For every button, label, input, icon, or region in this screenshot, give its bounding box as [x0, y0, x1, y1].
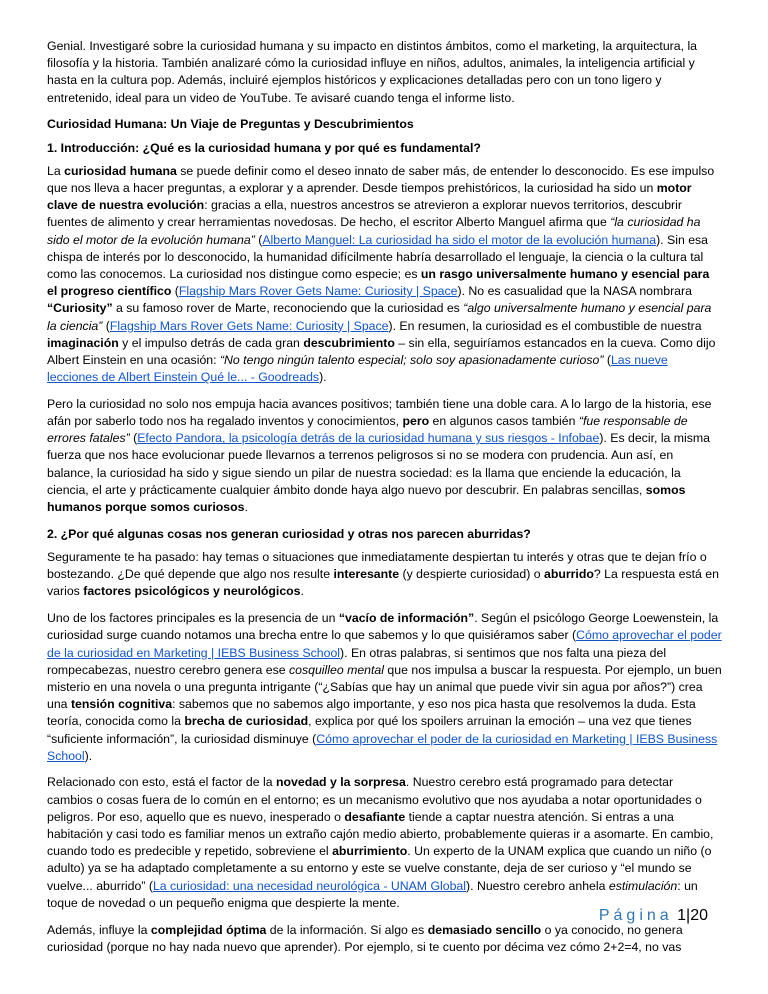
text-run: Seguramente te ha pasado: hay temas o situaciones que inmediatamente despiertan tu interés y otras que te dejan frío o bostezando. ¿De qué depende que algo nos resulte [47, 549, 707, 582]
text-run: : gracias a ella, nuestros ancestros se atrevieron a explorar nuevos territorios, descubrir fuentes de alimento y crear herramientas novedosas. De hecho, el escritor Alberto Manguel afirma que [47, 198, 682, 230]
page-number: 1 [677, 907, 687, 924]
bold-text: aburrimiento [332, 844, 408, 859]
section-1-paragraph-1 [47, 163, 722, 387]
text-run: en algunos casos también [429, 414, 579, 429]
text-run: ( [254, 232, 263, 247]
text-run: La [47, 163, 65, 178]
bold-text: pero [402, 414, 430, 429]
text-run: ( [102, 318, 110, 333]
text-run: : sabemos que no sabemos algo importante, y eso nos pica hasta que resolvemos la duda. Esta teoría, conocida como la [47, 697, 696, 729]
text-run: ). [84, 748, 93, 763]
bold-text: factores psicológicos y neurológicos [83, 584, 301, 599]
text-run: . [244, 500, 248, 515]
section-2-paragraph-1 [47, 549, 722, 601]
bold-text: “vacío de información” [338, 611, 475, 626]
italic-quote: cosquilleo mental [288, 662, 384, 677]
citation-link[interactable]: Flagship Mars Rover Gets Name: Curiosity | Space [178, 284, 458, 299]
text-run: Relacionado con esto, está el factor de la [47, 775, 276, 790]
document-title: Curiosidad Humana: Un Viaje de Preguntas y Descubrimientos [47, 117, 414, 132]
citation-link[interactable]: Las nueve lecciones de Albert Einstein Qué le... - Goodreads [47, 352, 668, 385]
text-run: Además, influye la [47, 922, 151, 937]
bold-text: brecha de curiosidad [184, 714, 309, 729]
text-run: ). Es decir, la misma fuerza que nos hace evolucionar puede llevarnos a terrenos peligrosos si no se modera con prudencia. Aun así, en balance, la curiosidad ha sido y sigue siendo un pilar de nuestra sociedad: es la llama que enciende la educación, la ciencia, el arte y prácticamente cualquier ámbito donde haya algo nuevo por descubrir. En palabras sencillas, [47, 431, 711, 497]
italic-quote: “fue responsable de errores fatales” [47, 414, 688, 446]
intro-paragraph: Genial. Investigaré sobre la curiosidad humana y su impacto en distintos ámbitos, como el marketing, la arquitectura, la filosofía y la historia. También analizaré cómo la curiosidad influye en niños, adultos, animales, la inteligencia artificial y hasta en la cultura pop. Además, incluiré ejemplos históricos y explicaciones detalladas pero con un tono ligero y entretenido, ideal para un video de YouTube. Te avisaré cuando tenga el informe listo. [47, 39, 698, 105]
bold-text: motor clave de nuestra evolución [47, 180, 692, 213]
citation-link[interactable]: La curiosidad: una necesidad neurológica - UNAM Global [152, 878, 467, 893]
bold-text: complejidad óptima [150, 922, 267, 937]
text-run: . Según el psicólogo George Loewenstein, la curiosidad surge cuando notamos una brecha entre lo que sabemos y lo que quisiéramos saber ( [47, 611, 719, 643]
text-run: . Nuestro cerebro está programado para detectar cambios o cosas fuera de lo común en el entorno; es un mecanismo evolutivo que nos ayudaba a notar oportunidades o peligros. Por eso, aquello que es nuevo, inesperado o [47, 775, 702, 824]
italic-quote: “No tengo ningún talento especial; solo soy apasionadamente curioso” [219, 352, 604, 367]
bold-text: novedad y la sorpresa [276, 775, 406, 790]
text-run: ). En resumen, la curiosidad es el combustible de nuestra [388, 318, 702, 333]
text-run: ( [171, 284, 179, 299]
italic-quote: estimulación [608, 878, 678, 893]
text-run: Uno de los factores principales es la presencia de un [47, 611, 339, 626]
text-run: de la información. Si algo es [266, 922, 428, 937]
page-total: 20 [690, 907, 708, 924]
section-2-paragraph-4 [47, 922, 722, 956]
text-run: ). Nuestro cerebro anhela [466, 878, 609, 893]
text-run: . Un experto de la UNAM explica que cuando un niño (o adulto) ya se ha adaptado completamente a su entorno y este se vuelve constante, deja de ser curioso y “el mundo se vuelve... aburrido” ( [47, 844, 712, 893]
bold-text: “Curiosity” [47, 301, 113, 316]
bold-text: somos humanos porque somos curiosos [47, 482, 686, 515]
citation-link[interactable]: Flagship Mars Rover Gets Name: Curiosity | Space [109, 318, 389, 333]
text-run: ( [603, 352, 611, 367]
bold-text: desafiante [344, 809, 406, 824]
text-run: a su famoso rover de Marte, reconociendo que la curiosidad es [112, 301, 464, 316]
text-run: : un toque de novedad o un pequeño enigma que despierte la mente. [47, 878, 698, 910]
bold-text: curiosidad humana [64, 163, 177, 178]
section-1-heading: 1. Introducción: ¿Qué es la curiosidad humana y por qué es fundamental? [47, 140, 481, 155]
text-run: , explica por qué los spoilers arruinan la emoción – una vez que tienes “suficiente información”, la curiosidad disminuye ( [47, 714, 692, 746]
text-run: ( [129, 431, 138, 446]
section-2-heading: 2. ¿Por qué algunas cosas nos generan curiosidad y otras nos parecen aburridas? [47, 526, 531, 541]
text-run: (y despierte curiosidad) o [399, 567, 544, 582]
text-run: – sin ella, seguiríamos estancados en la cueva. Como dijo Albert Einstein en una ocasión: [47, 335, 716, 367]
text-run: ). Sin esa chispa de interés por lo desconocido, la humanidad difícilmente habría desarrollado el lenguaje, la ciencia o la cultura tal como las conocemos. La curiosidad nos distingue como especie; es [47, 232, 709, 281]
text-run: ). En otras palabras, si sentimos que nos falta una pieza del rompecabezas, nuestro cerebro genera ese [47, 645, 667, 677]
page-footer [599, 907, 708, 924]
citation-link[interactable]: Cómo aprovechar el poder de la curiosidad en Marketing | IEBS Business School [47, 731, 718, 763]
text-run: ). No es casualidad que la NASA nombrara [457, 284, 692, 299]
bold-text: interesante [333, 567, 400, 582]
text-run: o ya conocido, no genera curiosidad (porque no hay nada nuevo que aprender). Por ejemplo, si te cuento por décima vez cómo 2+2=4, no vas [47, 922, 683, 954]
section-1-paragraph-2 [47, 396, 722, 516]
page-label: Página [598, 907, 673, 924]
text-run: ). [319, 370, 327, 385]
italic-quote: “algo universalmente humano y esencial para la ciencia” [47, 301, 712, 333]
page-separator: | [686, 907, 691, 924]
bold-text: un rasgo universalmente humano y esencial para el progreso científico [47, 266, 710, 299]
citation-link[interactable]: Cómo aprovechar el poder de la curiosidad en Marketing | IEBS Business School [47, 628, 722, 660]
italic-quote: “la curiosidad ha sido el motor de la evolución humana” [47, 215, 701, 247]
citation-link[interactable]: Alberto Manguel: La curiosidad ha sido el motor de la evolución humana [262, 232, 657, 247]
text-run: y el impulso detrás de cada gran [118, 335, 304, 350]
section-2-paragraph-3 [47, 774, 722, 912]
citation-link[interactable]: Efecto Pandora, la psicología detrás de la curiosidad humana y sus riesgos - Infobae [137, 431, 600, 446]
text-run: ? La respuesta está en varios [47, 567, 719, 599]
section-2-paragraph-2 [47, 610, 722, 765]
text-run: tiende a captar nuestra atención. Si entras a una habitación y casi todo es familiar menos un extraño cajón medio abierto, probablemente quieras ir a asomarte. En cambio, cuando todo es predecible y repetido, sobreviene el [47, 809, 714, 859]
bold-text: imaginación [47, 335, 119, 350]
text-run: . [300, 584, 304, 599]
text-run: que nos impulsa a buscar la respuesta. Por ejemplo, un buen misterio en una novela o una pregunta intrigante (“¿Sabías que hay un animal que puede vivir sin agua por años?”) crea una [47, 662, 722, 712]
text-run: se puede definir como el deseo innato de saber más, de entender lo desconocido. Es ese impulso que nos lleva a hacer preguntas, a explorar y a aprender. Desde tiempos prehistóricos, la curiosidad ha sido un [47, 163, 715, 195]
bold-text: descubrimiento [303, 335, 395, 350]
text-run: Pero la curiosidad no solo nos empuja hacia avances positivos; también tiene una doble cara. A lo largo de la historia, ese afán por saberlo todo nos ha regalado inventos y conocimientos, [47, 396, 712, 429]
bold-text: aburrido [544, 567, 594, 582]
bold-text: tensión cognitiva [70, 697, 173, 712]
bold-text: demasiado sencillo [427, 922, 542, 937]
